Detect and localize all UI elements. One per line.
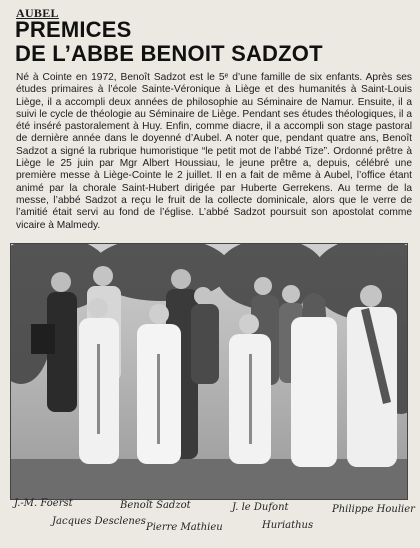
group-photo [10,243,408,500]
book-prop [31,324,55,354]
signature-2: Jacques Desclenes [52,516,146,527]
signatures-area [0,498,420,546]
article-headline [15,18,323,66]
section-kicker: AUBEL [16,6,59,20]
signature-1: J.-M. Foerst [14,498,73,509]
group-photo-illustration [11,244,407,499]
article-body: Né à Cointe en 1972, Benoît Sadzot est le 5ᵉ d’une famille de six enfants. Après ses études primaires à l’école Sainte-Véronique à Liège et des humanités à Saint-Louis Liège, il a accompli deux années de philosophie au Séminaire de Namur. Ensuite, il a suivi le cycle de théologie au Séminaire de Liège. Pendant ses études théologiques, il a été inséré pastoralement à Huy. Enfin, comme diacre, il a accompli son stage pastoral de dernière année dans le doyenné d’Aubel. A noter que, pendant quatre ans, Benoît Sadzot a signé la rubrique humoristique “le petit mot de l’abbé Tize”. Ordonné prêtre à Liège le 25 juin par Mgr Albert Houssiau, le jeune prêtre a, depuis, célébré une première messe à Liège-Cointe le 2 juillet. Il en a fait de même à Aubel, l’office étant animé par la chorale Saint-Hubert dirigée par Huberte Gerrekens. Au terme de la messe, l’abbé Sadzot a reçu le fruit de la collecte dominicale, alors que le verre de l’amitié était servi au fond de l’église. L’abbé Sadzot poursuit son apostolat comme vicaire à Malmedy. [16,72,412,231]
signature-3: Benoît Sadzot [120,500,191,511]
priest-figure [347,285,397,467]
headline-line-2: DE L’ABBE BENOIT SADZOT [15,41,323,66]
signature-7: Philippe Houlier [332,504,415,515]
headline-line-1: PREMICES [15,17,132,42]
signature-5: J. le Dufont [232,502,289,513]
signature-6: Huriathus [262,520,314,531]
signature-4: Pierre Mathieu [146,522,223,533]
